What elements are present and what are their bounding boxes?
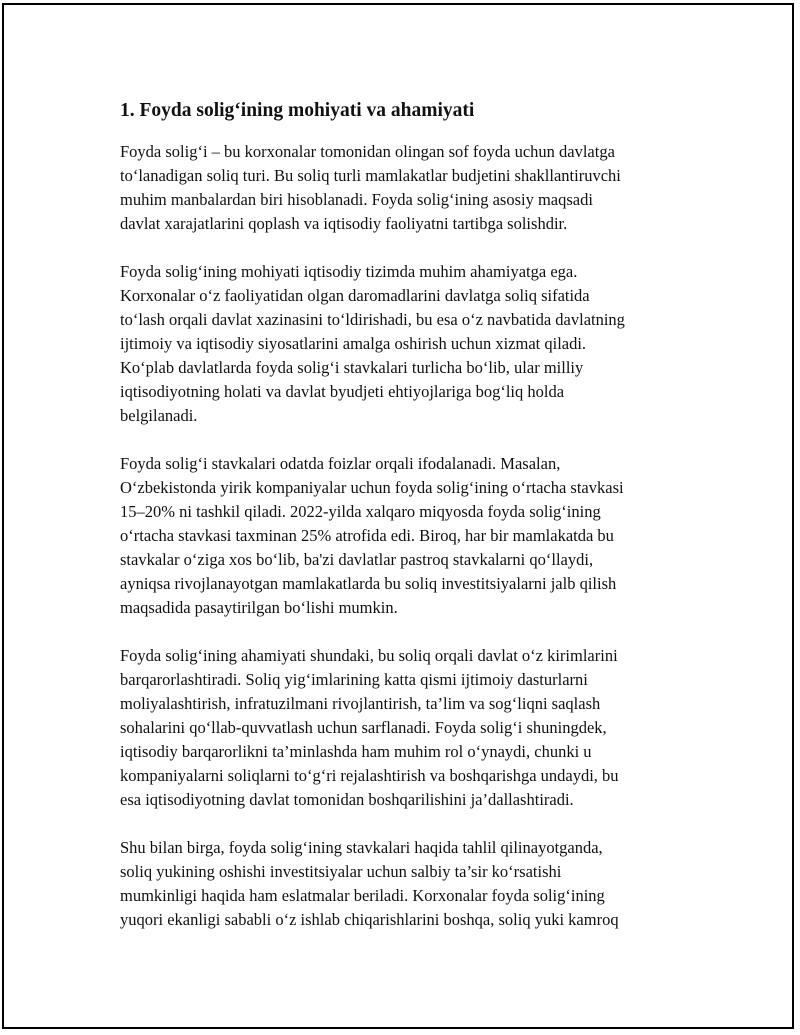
paragraph-2 — [120, 260, 690, 428]
text-line: stavkalar o‘ziga xos bo‘lib, ba'zi davlatlar pastroq stavkalarni qo‘llaydi, — [120, 550, 594, 569]
text-line: belgilanadi. — [120, 406, 198, 425]
text-line: Shu bilan birga, foyda solig‘ining stavkalari haqida tahlil qilinayotganda, — [120, 838, 603, 857]
text-line: Ko‘plab davlatlarda foyda solig‘i stavkalari turlicha bo‘lib, ular milliy — [120, 358, 584, 377]
text-line: sohalarini qo‘llab-quvvatlash uchun sarflanadi. Foyda solig‘i shuningdek, — [120, 718, 607, 737]
text-line: maqsadida pasaytirilgan bo‘lishi mumkin. — [120, 598, 398, 617]
paragraph-3 — [120, 452, 690, 620]
text-line: davlat xarajatlarini qoplash va iqtisodiy faoliyatni tartibga solishdir. — [120, 214, 568, 233]
text-line: muhim manbalardan biri hisoblanadi. Foyda solig‘ining asosiy maqsadi — [120, 190, 593, 209]
text-line: Foyda solig‘i stavkalari odatda foizlar orqali ifodalanadi. Masalan, — [120, 454, 561, 473]
text-line: soliq yukining oshishi investitsiyalar uchun salbiy ta’sir ko‘rsatishi — [120, 862, 562, 881]
text-line: kompaniyalarni soliqlarni to‘g‘ri rejalashtirish va boshqarishga undaydi, bu — [120, 766, 619, 785]
text-line: Foyda solig‘i – bu korxonalar tomonidan olingan sof foyda uchun davlatga — [120, 142, 615, 161]
text-line: to‘lanadigan soliq turi. Bu soliq turli mamlakatlar budjetini shakllantiruvchi — [120, 166, 621, 185]
text-line: Korxonalar o‘z faoliyatidan olgan daromadlarini davlatga soliq sifatida — [120, 286, 590, 305]
text-line: Foyda solig‘ining ahamiyati shundaki, bu soliq orqali davlat o‘z kirimlarini — [120, 646, 618, 665]
text-line: ayniqsa rivojlanayotgan mamlakatlarda bu soliq investitsiyalarni jalb qilish — [120, 574, 617, 593]
text-line: iqtisodiy barqarorlikni ta’minlashda ham muhim rol o‘ynaydi, chunki u — [120, 742, 592, 761]
text-line: yuqori ekanligi sababli o‘z ishlab chiqarishlarini boshqa, soliq yuki kamroq — [120, 910, 619, 929]
text-line: esa iqtisodiyotning davlat tomonidan boshqarilishini ja’dallashtiradi. — [120, 790, 574, 809]
document-body — [120, 97, 690, 956]
paragraph-5 — [120, 836, 690, 932]
text-line: Foyda solig‘ining mohiyati iqtisodiy tizimda muhim ahamiyatga ega. — [120, 262, 578, 281]
text-line: iqtisodiyotning holati va davlat byudjeti ehtiyojlariga bog‘liq holda — [120, 382, 565, 401]
text-line: o‘rtacha stavkasi taxminan 25% atrofida edi. Biroq, har bir mamlakatda bu — [120, 526, 614, 545]
document-page — [2, 3, 794, 1029]
text-line: barqarorlashtiradi. Soliq yig‘imlarining katta qismi ijtimoiy dasturlarni — [120, 670, 588, 689]
text-line: moliyalashtirish, infratuzilmani rivojlantirish, ta’lim va sog‘liqni saqlash — [120, 694, 601, 713]
text-line: to‘lash orqali davlat xazinasini to‘ldirishadi, bu esa o‘z navbatida davlatning — [120, 310, 625, 329]
paragraph-4 — [120, 644, 690, 812]
section-heading: 1. Foyda solig‘ining mohiyati va ahamiyati — [120, 100, 475, 121]
text-line: mumkinligi haqida ham eslatmalar beriladi. Korxonalar foyda solig‘ining — [120, 886, 605, 905]
text-line: O‘zbekistonda yirik kompaniyalar uchun foyda solig‘ining o‘rtacha stavkasi — [120, 478, 624, 497]
paragraph-1 — [120, 140, 690, 236]
text-line: ijtimoiy va iqtisodiy siyosatlarini amalga oshirish uchun xizmat qiladi. — [120, 334, 587, 353]
text-line: 15–20% ni tashkil qiladi. 2022-yilda xalqaro miqyosda foyda solig‘ining — [120, 502, 601, 521]
